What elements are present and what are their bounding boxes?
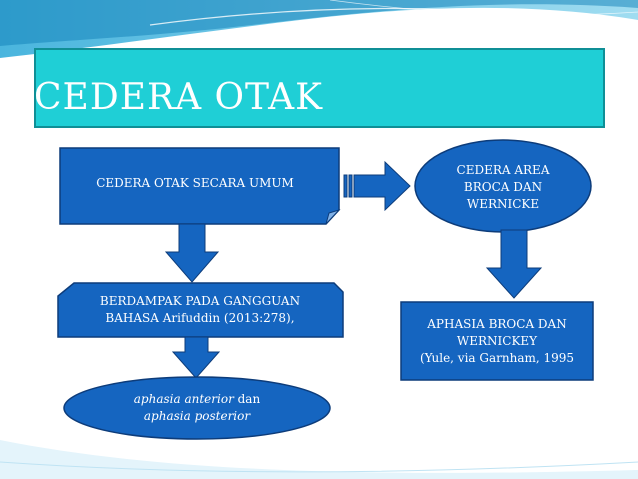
aphasia-dan-text: dan bbox=[233, 392, 261, 406]
label-aphasia-types-line1 bbox=[134, 391, 260, 408]
label-cedera-area-line2: BROCA DAN bbox=[463, 179, 543, 194]
aphasia-posterior-text: aphasia posterior bbox=[143, 409, 251, 423]
label-aphasia-broca-line3: (Yule, via Garnham, 1995 bbox=[419, 350, 575, 365]
label-dampak-line1: BERDAMPAK PADA GANGGUAN bbox=[99, 294, 301, 308]
label-cedera-umum bbox=[60, 148, 330, 218]
label-aphasia-broca-line2: WERNICKEY bbox=[456, 333, 538, 348]
label-cedera-area bbox=[430, 158, 576, 216]
label-aphasia-types bbox=[92, 388, 302, 428]
aphasia-anterior-text: aphasia anterior bbox=[133, 392, 234, 406]
label-dampak-line2: BAHASA Arifuddin (2013:278), bbox=[105, 311, 295, 325]
label-dampak bbox=[60, 285, 340, 335]
label-cedera-umum-text: CEDERA OTAK SECARA UMUM bbox=[96, 175, 294, 190]
arrow-right bbox=[344, 162, 410, 210]
arrow-down-1 bbox=[166, 224, 218, 282]
page-title: CEDERA OTAK bbox=[34, 77, 323, 118]
arrow-down-3 bbox=[173, 337, 219, 378]
label-aphasia-broca bbox=[401, 312, 593, 370]
label-cedera-area-line1: CEDERA AREA bbox=[456, 162, 550, 177]
label-aphasia-types-line2 bbox=[144, 408, 250, 425]
label-aphasia-broca-line1: APHASIA BROCA DAN bbox=[427, 316, 567, 331]
label-cedera-area-line3: WERNICKE bbox=[466, 196, 540, 211]
arrow-down-2 bbox=[487, 230, 541, 298]
